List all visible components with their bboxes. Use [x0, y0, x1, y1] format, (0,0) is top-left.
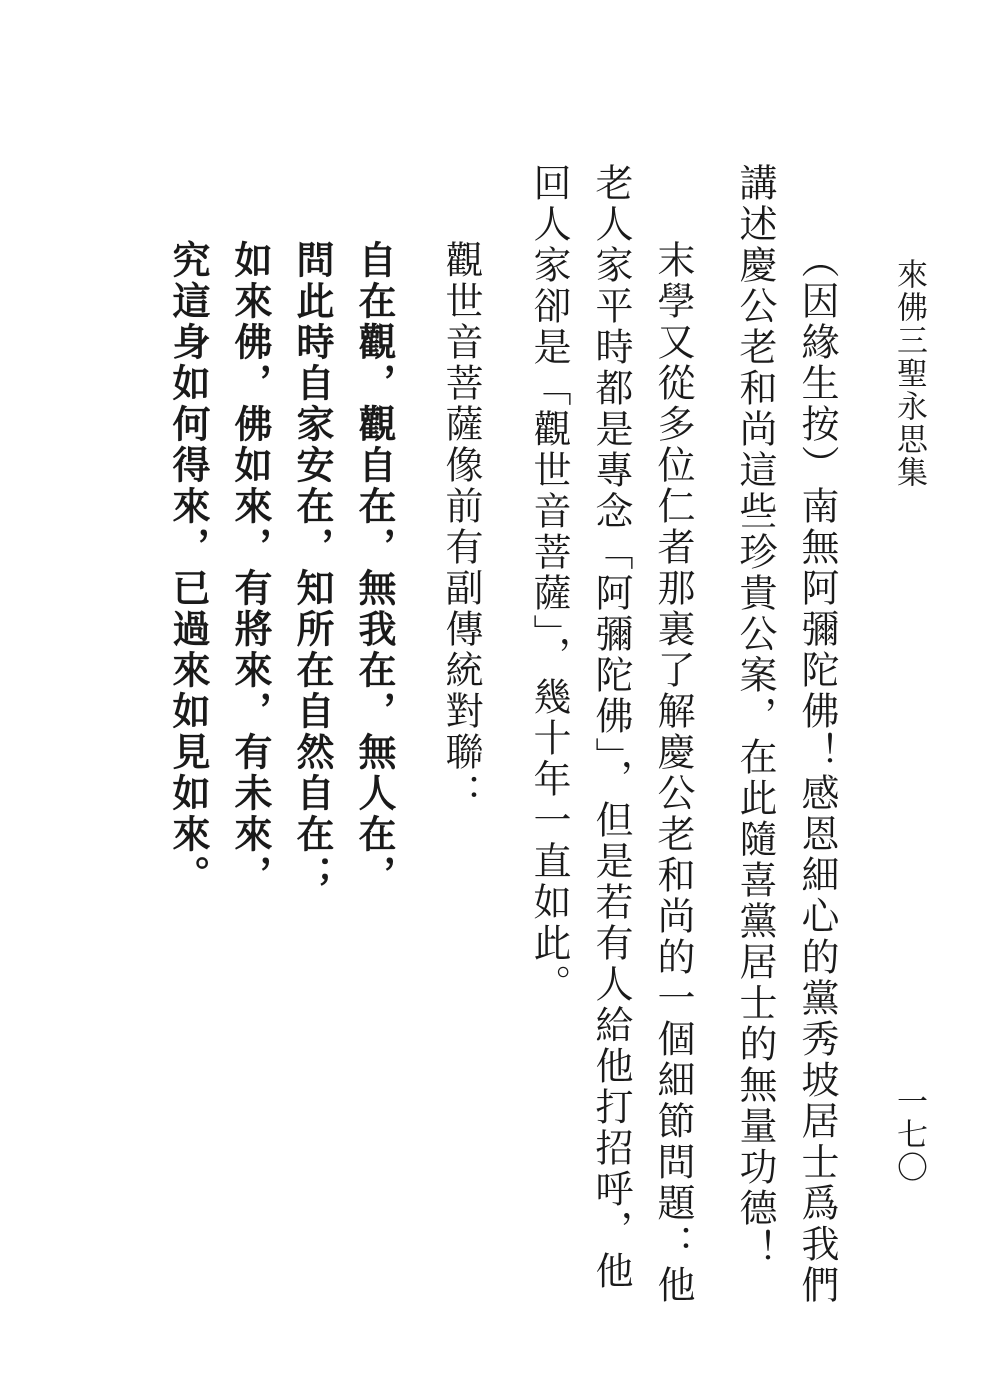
- page-number: 一七〇: [891, 1085, 927, 1184]
- header-title: 來佛三聖永思集: [891, 258, 927, 489]
- text-line: 回人家卻是「觀世音菩薩」，幾十年一直如此。: [527, 163, 571, 1005]
- couplet-line: 如來佛，佛如來，有將來，有未來，: [228, 240, 273, 896]
- couplet-line: 自在觀，觀自在，無我在，無人在，: [352, 240, 397, 896]
- text-line: 末學又從多位仁者那裏了解慶公老和尚的一個細節問題：他: [651, 240, 695, 1306]
- text-line: 觀世音菩薩像前有副傳統對聯：: [439, 240, 483, 814]
- text-line: 老人家平時都是專念「阿彌陀佛」，但是若有人給他打招呼，他: [589, 163, 633, 1292]
- couplet-line: 究這身如何得來，已過來如見如來。: [166, 240, 211, 896]
- text-line: （因緣生按）南無阿彌陀佛！感恩細心的黨秀坡居士爲我們: [795, 240, 839, 1306]
- couplet-line: 問此時自家安在，知所在自然自在；: [290, 240, 335, 896]
- text-line: 講述慶公老和尚這些珍貴公案，在此隨喜黨居士的無量功德！: [733, 163, 777, 1270]
